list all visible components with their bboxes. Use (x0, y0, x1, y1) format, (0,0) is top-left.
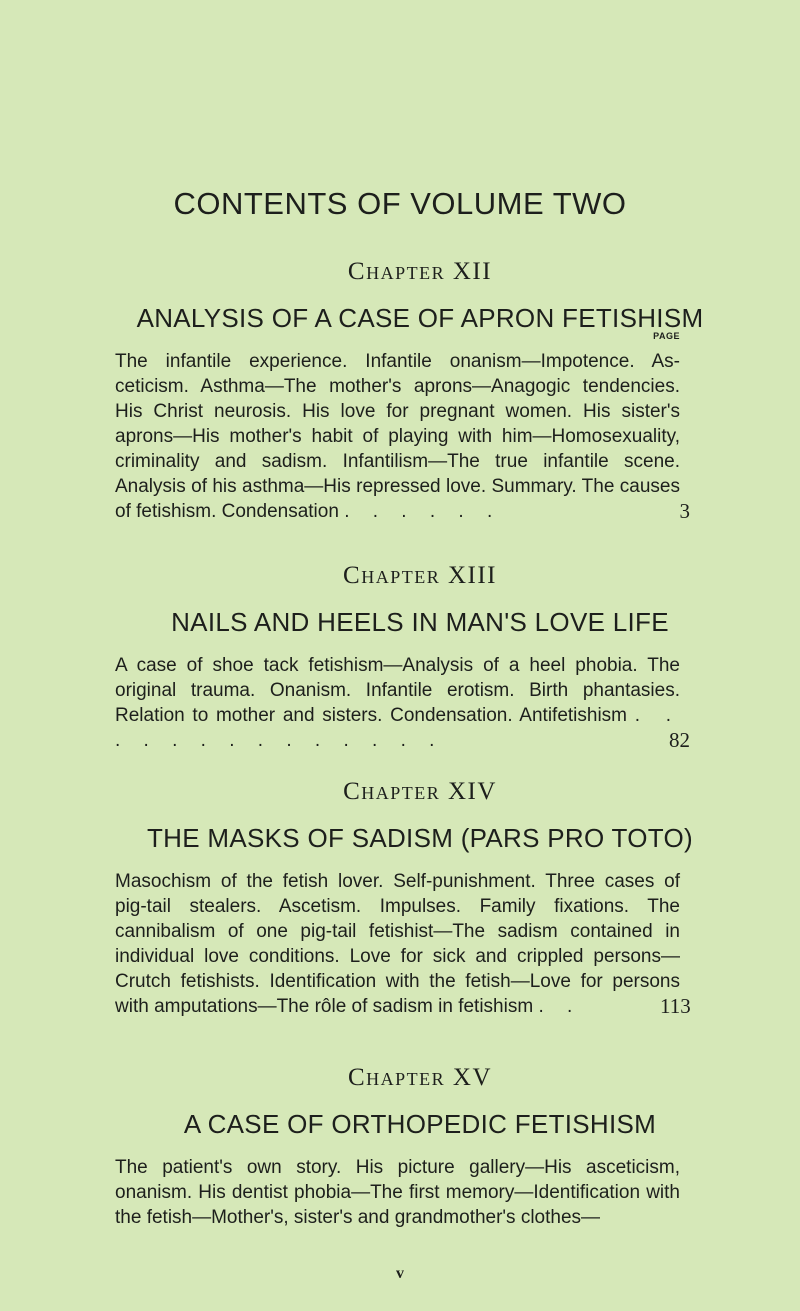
chapter-title: ANALYSIS OF A CASE OF APRON FETISHISM (136, 303, 704, 333)
chapter-title: A CASE OF ORTHOPEDIC FETISHISM (183, 1109, 657, 1139)
chapter-title: NAILS AND HEELS IN MAN'S LOVE LIFE (171, 607, 669, 637)
page-number: 3 (679, 499, 690, 523)
page-folio: v (396, 1265, 404, 1282)
dot-leader: . . (538, 996, 582, 1017)
summary-text: A case of shoe tack fetishism—Analysis of a heel phobia. The original trauma. Onanism. Infantile erotism. Birth phantasies. Relation to mother and sisters. Condensation. Antifetishism (115, 655, 680, 726)
chapter-entry (115, 1063, 710, 1230)
chapter-summary (115, 653, 690, 753)
chapter-entry (115, 561, 710, 753)
summary-text: The patient's own story. His picture gallery—His asceticism, onanism. His dentist phobia—The first memory—Identification with the fetish—Mother's, sister's and grandmother's clothes— (115, 1157, 680, 1228)
chapter-label: Chapter XIII (343, 562, 497, 589)
chapter-title: THE MASKS OF SADISM (PARS PRO TOTO) (147, 823, 693, 853)
page-number: 82 (669, 728, 690, 752)
chapter-entry (115, 777, 710, 1019)
chapter-label: Chapter XII (347, 258, 493, 285)
chapter-label: Chapter XIV (343, 778, 497, 805)
chapter-summary (115, 1155, 680, 1230)
dot-leader: . . . . . . . . . . . . . . (115, 705, 681, 751)
summary-text: The infantile experience. Infantile onanism—Impotence. Asceticism. Asthma—The mother's aprons—Anagogic tendencies. His Christ neurosis. His love for pregnant women. His sister's aprons—His mother's habit of playing with him—Homosexuality, criminality and sadism. Infantilism—The true infantile scene. Analysis of his asthma—His repressed love. Summary. The causes of fetishism. Condensation (115, 351, 680, 522)
chapter-summary (115, 869, 691, 1019)
chapter-entry (115, 257, 710, 524)
contents-title: CONTENTS OF VOLUME TWO (173, 186, 627, 221)
dot-leader: . . . . . . (344, 501, 502, 522)
summary-text: Masochism of the fetish lover. Self-punishment. Three cases of pig-tail stealers. Ascetism. Impulses. Family fixations. The cannibalism of one pig-tail fetishist—The sadism contained in individual love conditions. Love for sick and crippled persons—Crutch fetishists. Identification with the fetish—Love for persons with amputations—The rôle of sadism in fetishism (115, 871, 680, 1017)
page-number: 113 (660, 994, 691, 1018)
page-column-header: PAGE (653, 331, 680, 341)
chapter-label: Chapter XV (347, 1064, 493, 1091)
chapter-summary (115, 331, 690, 524)
